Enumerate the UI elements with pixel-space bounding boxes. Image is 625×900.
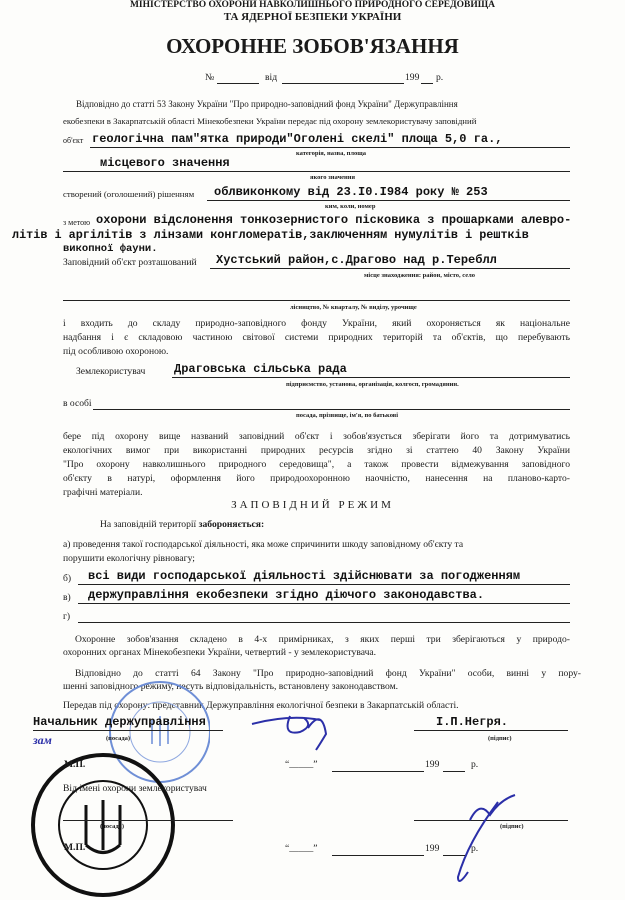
user-label: Землекористувач [76, 366, 146, 377]
fund-line-3: під особливою охороною. [63, 346, 169, 357]
location-label: Заповідний об'єкт розташований [63, 257, 197, 268]
user-signature [440, 790, 540, 890]
regime-d-label: г) [63, 611, 71, 622]
position-value: Начальник держуправління [33, 715, 206, 729]
handwritten-note: зам [33, 733, 52, 747]
object-value: геологічна пам"ятка природи"Оголені скелі" площа 5,0 га., [92, 132, 503, 146]
significance-caption: якого значення [310, 174, 355, 181]
signature [250, 706, 340, 756]
person-caption: посада, прізвище, ім'я, по батькові [296, 412, 399, 419]
handed-over: Передав під охорону: представник Держуправління екологічної безпеки в Закарпатській області. [63, 700, 459, 711]
position-caption: (посада) [106, 735, 131, 742]
user-side-label: Від імені охорони землекористувач [63, 783, 207, 794]
regime-c-label: в) [63, 592, 71, 603]
obligation-line: об'єкту в натурі, оформлення його природоохоронною наочністю, нанесення на планово-карто- [63, 473, 570, 484]
regime-b-value: всі види господарської діяльності здійснювати за погодженням [88, 569, 521, 583]
intro-line-1: Відповідно до статті 53 Закону України "Про природно-заповідний фонд України" Держуправління [76, 99, 458, 109]
created-label: створений (оголошений) рішенням [63, 189, 195, 199]
intro-line-2: екобезпеки в Закарпатській області Мінекобезпеки України передає під охорону землекористувачу заповідний [63, 116, 477, 126]
regime-a-line-1: а) проведення такої господарської діяльності, яка може спричинити шкоду заповідному об'єкту та [63, 539, 464, 550]
copies-line-2: охоронних органах Мінекобезпеки України, четвертий - у землекористувача. [63, 647, 377, 658]
created-value: облвиконкому від 23.I0.I984 року № 253 [214, 185, 488, 199]
date-from-label: від [265, 72, 278, 83]
obligation-line: екологічних вимог при використанні природних ресурсів згідно зі статтею 40 Закону України [63, 445, 570, 456]
obligation-line: бере під охорону вище названий заповідний об'єкт і зобов'язується зберігати його та дотримуватись [63, 431, 570, 442]
user-stamp-label: М.П. [64, 842, 86, 853]
user-position-caption: (посада) [100, 823, 125, 830]
fund-line-1: і входить до складу природно-заповідного фонду України, який охороняється як національне [63, 318, 570, 329]
purpose-line-1: охорони відслонення тонкозернистого пісковика з прошарками алевро- [96, 213, 572, 227]
user-date-day: “_____” [285, 843, 318, 854]
prohibited-prefix: На заповідній території [100, 519, 199, 530]
sign-caption: (підпис) [488, 735, 512, 742]
regime-b-label: б) [63, 573, 72, 584]
year-label: 199 [405, 72, 420, 83]
user-sign-caption: (підпис) [500, 823, 524, 830]
person-label: в особі [63, 398, 92, 409]
regime-a-line-2: порушити екологічну рівновагу; [63, 553, 195, 564]
regime-heading: ЗАПОВІДНИЙ РЕЖИМ [231, 499, 394, 511]
created-caption: ким, коли, номер [325, 203, 376, 210]
location-value: Хустський район,с.Драгово над р.Тереблл [216, 253, 497, 267]
user-date-year: 199 [425, 843, 440, 854]
prohibited-intro [100, 519, 264, 530]
fund-line-2: надбання і є складовою частиною світової системи природних територій та об'єктів, що перебувають [63, 332, 570, 343]
user-caption: підприємство, установа, організація, колгосп, громадянин. [286, 381, 459, 388]
signer-name: І.П.Негря. [436, 715, 509, 729]
number-label: № [205, 72, 215, 83]
object-caption: категорія, назва, площа [296, 150, 367, 157]
liability-line-2: шенні заповідного режиму, несуть відповідальність, встановлену законодавством. [63, 681, 399, 692]
date-suffix: р. [471, 759, 479, 770]
regime-c-value: держуправління екобезпеки згідно діючого законодавства. [88, 588, 485, 602]
year-suffix: р. [436, 72, 444, 83]
liability-line-1: Відповідно до статті 64 Закону "Про природно-заповідний фонд України" особи, винні у пору- [75, 668, 581, 679]
purpose-line-3: викопної фауни. [63, 243, 158, 255]
object-label: об'єкт [63, 136, 84, 145]
date-day: “_____” [285, 759, 318, 770]
user-value: Драговська сільська рада [174, 362, 347, 376]
ministry-line-1: МІНІСТЕРСТВО ОХОРОНИ НАВКОЛИШНЬОГО ПРИРОДНОГО СЕРЕДОВИЩА [129, 0, 496, 10]
location-caption: місце знаходження: район, місто, село [364, 272, 475, 279]
prohibited-bold: забороняється: [198, 519, 265, 530]
significance-value: місцевого значення [100, 156, 230, 170]
stamp-label: М.П. [64, 759, 86, 770]
person-field [93, 409, 570, 410]
page-title: ОХОРОННЕ ЗОБОВ'ЯЗАННЯ [166, 34, 459, 58]
purpose-line-2: літів і аргілітів з лінзами конгломератів,заключенням нумулітів і рештків [12, 228, 529, 242]
forestry-caption: лісництво, № кварталу, № виділу, урочище [290, 304, 417, 311]
copies-line-1: Охоронне зобов'язання складено в 4-х примірниках, з яких перші три зберігаються у природо- [75, 634, 570, 645]
obligation-line: "Про охорону навколишнього природного середовища", а також провести відмежування заповідного [63, 459, 570, 470]
ministry-line-2: ТА ЯДЕРНОЇ БЕЗПЕКИ УКРАЇНИ [223, 11, 402, 23]
date-year: 199 [425, 759, 440, 770]
obligation-line: графічні матеріали. [63, 487, 143, 498]
purpose-label: з метою [63, 218, 91, 227]
user-date-suffix: р. [471, 843, 479, 854]
